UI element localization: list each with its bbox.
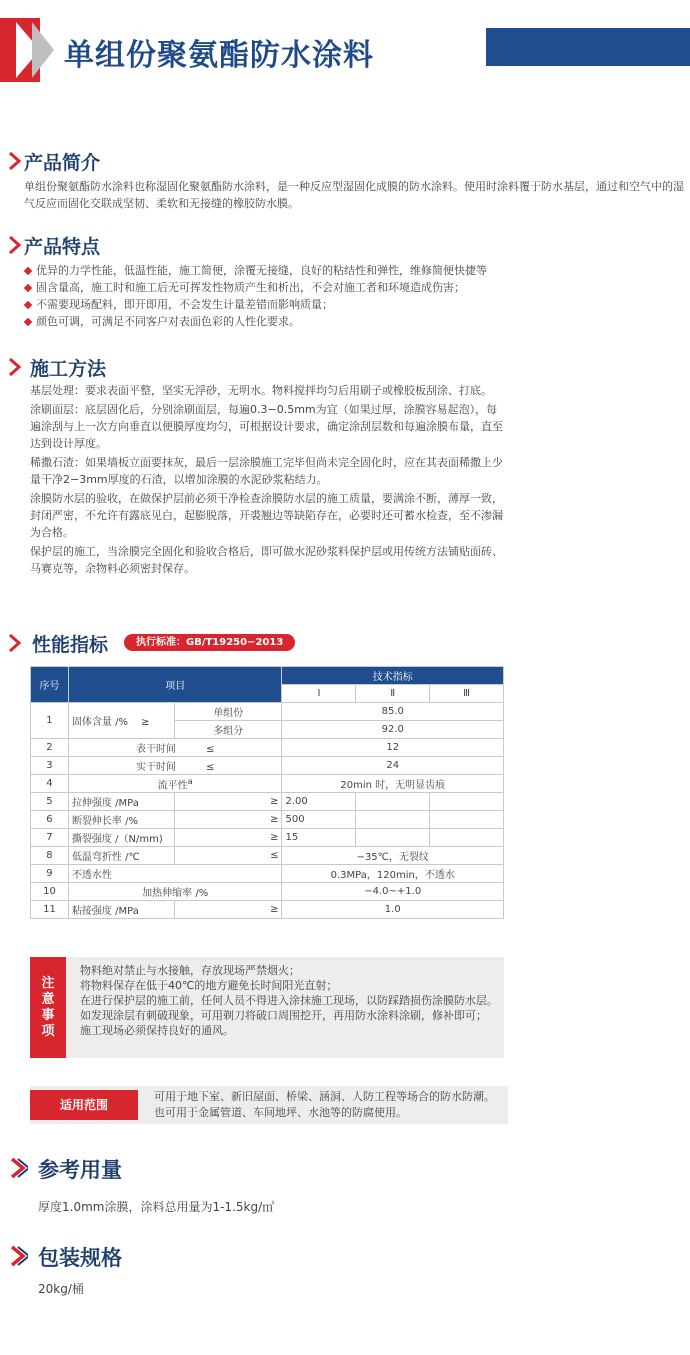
table-row xyxy=(31,865,504,883)
cell-item-sup: a xyxy=(187,775,193,786)
table-row xyxy=(31,739,504,757)
section-intro xyxy=(0,148,690,210)
cell-value: 500 xyxy=(282,811,356,829)
table-row xyxy=(31,811,504,829)
cell-value: 92.0 xyxy=(282,721,504,739)
cell-no: 11 xyxy=(31,901,69,919)
performance-table xyxy=(30,666,504,919)
cell-item-text: 流平性 xyxy=(157,780,188,792)
notice-box xyxy=(30,957,504,1058)
section-features xyxy=(0,232,690,328)
cell-value: 15 xyxy=(282,829,356,847)
scope-text: 可用于地下室、新旧屋面、桥梁、涵洞、人防工程等场合的防水防潮。也可用于金属管道、车间地坪、水池等的防腐使用。 xyxy=(154,1090,495,1119)
notice-line: 将物料保存在低于40℃的地方避免长时间阳光直射； xyxy=(80,979,338,992)
cell-item: 粘接强度 /MPa xyxy=(68,901,174,919)
section-title-features: 产品特点 xyxy=(24,236,101,258)
cell-value: 12 xyxy=(282,739,504,757)
notice-line: 在进行保护层的施工前，任何人员不得进入涂抹施工现场，以防踩踏损伤涂膜防水层。如发现涂层有刺破现象，可用剃刀将破口周围挖开，再用防水涂料涂刷，修补即可； xyxy=(80,994,498,1022)
cell-op: ≤ xyxy=(174,847,282,865)
section-method xyxy=(0,354,690,575)
cell-item: 撕裂强度 /（N/mm) xyxy=(68,829,174,847)
table-row xyxy=(31,829,504,847)
chevron-right-icon xyxy=(10,1156,24,1176)
page-header xyxy=(0,0,690,100)
feature-item: 颜色可调，可满足不同客户对表面色彩的人性化要求。 xyxy=(22,313,642,330)
section-title-method: 施工方法 xyxy=(30,358,107,380)
method-paragraph: 涂膜防水层的验收，在做保护层前必须干净检查涂膜防水层的施工质量，要满涂不断，薄厚一致，封闭严密，不允许有露底见白，起膨脱落，开裘翘边等缺陷存在，必要时还可蓄水检查，至不渗漏为合格。 xyxy=(30,492,503,539)
cell-sub: 单组份 xyxy=(174,703,282,721)
cell-no: 9 xyxy=(31,865,69,883)
cell-op: ≥ xyxy=(174,829,282,847)
cell-value: 0.3MPa，120min，不透水 xyxy=(282,865,504,883)
cell-no: 4 xyxy=(31,775,69,793)
cell-empty xyxy=(356,793,430,811)
header-grade-ii: Ⅱ xyxy=(356,685,430,703)
chevron-right-icon xyxy=(8,357,22,377)
page-title: 单组份聚氨酯防水涂料 xyxy=(64,38,374,73)
section-title-intro: 产品简介 xyxy=(24,152,101,174)
cell-value: 24 xyxy=(282,757,504,775)
cell-empty xyxy=(430,829,504,847)
cell-item: 断裂伸长率 /% xyxy=(68,811,174,829)
cell-value: −35℃，无裂纹 xyxy=(282,847,504,865)
section-title-performance: 性能指标 xyxy=(32,634,109,656)
section-performance xyxy=(0,630,690,656)
notice-line: 施工现场必须保持良好的通风。 xyxy=(80,1024,234,1037)
cell-no: 6 xyxy=(31,811,69,829)
cell-no: 3 xyxy=(31,757,69,775)
method-paragraph: 基层处理：要求表面平整，坚实无浮砂，无明水。物料搅拌均匀后用刷子或橡胶板刮涂、打底。 xyxy=(30,384,492,397)
cell-value: 1.0 xyxy=(282,901,504,919)
feature-item: 不需要现场配料，即开即用，不会发生计量差错而影响质量； xyxy=(22,296,642,313)
cell-no: 8 xyxy=(31,847,69,865)
cell-item: 不透水性 xyxy=(68,865,282,883)
notice-line: 物料绝对禁止与水接触，存放现场严禁烟火； xyxy=(80,964,300,977)
scope-label: 适用范围 xyxy=(30,1090,138,1120)
chevron-right-icon xyxy=(8,633,22,653)
notice-label xyxy=(30,957,66,1058)
table-row xyxy=(31,793,504,811)
cell-item: 表干时间 ≤ xyxy=(68,739,282,757)
cell-empty xyxy=(430,793,504,811)
table-row xyxy=(31,775,504,793)
cell-empty xyxy=(356,811,430,829)
cell-no: 5 xyxy=(31,793,69,811)
cell-no: 1 xyxy=(31,703,69,739)
header-grade-i: Ⅰ xyxy=(282,685,356,703)
header-blue-bar xyxy=(486,28,690,66)
cell-sub: 多组分 xyxy=(174,721,282,739)
method-paragraph: 保护层的施工，当涂膜完全固化和验收合格后，即可做水泥砂浆料保护层或用传统方法铺贴面砖、马赛克等，余物料必须密封保存。 xyxy=(30,545,503,575)
cell-value: 20min 时，无明显齿痕 xyxy=(282,775,504,793)
cell-item xyxy=(68,775,282,793)
feature-item: 固含量高，施工时和施工后无可挥发性物质产生和析出，不会对施工者和环境造成伤害； xyxy=(22,279,642,296)
header-no: 序号 xyxy=(31,667,69,703)
scope-box xyxy=(30,1086,508,1124)
notice-label-text: 注意事项 xyxy=(41,976,55,1039)
intro-text: 单组份聚氨酯防水涂料也称湿固化聚氨酯防水涂料，是一种反应型湿固化成膜的防水涂料。使用时涂料覆于防水基层，通过和空气中的湿气反应而固化交联成坚韧、柔软和无接缝的橡胶防水膜。 xyxy=(24,180,684,210)
cell-op: ≥ xyxy=(174,811,282,829)
standard-badge: 执行标准：GB/T19250−2013 xyxy=(124,634,295,651)
section-packing xyxy=(0,1242,690,1296)
cell-item: 固体含量 /% ≥ xyxy=(68,703,174,739)
chevron-right-icon xyxy=(10,1244,24,1264)
cell-empty xyxy=(430,811,504,829)
usage-text: 厚度1.0mm涂膜，涂料总用量为1-1.5kg/㎡ xyxy=(38,1200,275,1214)
header-item: 项目 xyxy=(68,667,282,703)
cell-no: 2 xyxy=(31,739,69,757)
section-usage xyxy=(0,1154,690,1214)
cell-value: 2.00 xyxy=(282,793,356,811)
feature-item: 优异的力学性能，低温性能，施工简便，涂覆无接缝，良好的粘结性和弹性，维修简便快捷等 xyxy=(22,262,642,279)
section-title-usage: 参考用量 xyxy=(38,1158,122,1182)
table-row xyxy=(31,703,504,721)
table-row xyxy=(31,757,504,775)
header-grade-iii: Ⅲ xyxy=(430,685,504,703)
cell-op: ≥ xyxy=(174,901,282,919)
header-chevron-gray xyxy=(32,22,54,78)
cell-value: −4.0~+1.0 xyxy=(282,883,504,901)
chevron-right-icon xyxy=(8,151,22,171)
cell-item: 拉伸强度 /MPa xyxy=(68,793,174,811)
cell-empty xyxy=(356,829,430,847)
cell-item: 低温弯折性 /℃ xyxy=(68,847,174,865)
section-title-packing: 包装规格 xyxy=(38,1246,122,1270)
header-spec: 技术指标 xyxy=(282,667,504,685)
chevron-right-icon xyxy=(8,235,22,255)
cell-item: 加热伸缩率 /% xyxy=(68,883,282,901)
table-row xyxy=(31,883,504,901)
packing-text: 20kg/桶 xyxy=(38,1282,84,1296)
cell-op: ≥ xyxy=(174,793,282,811)
method-paragraph: 涂刷面层：底层固化后，分别涂刷面层，每遍0.3−0.5mm为宜（如果过厚，涂膜容易起泡），每遍涂刮与上一次方向垂直以便膜厚度均匀，可根据设计要求，确定涂刮层数和每遍涂膜布量，直至达到设计厚度。 xyxy=(30,403,503,450)
method-paragraph: 稀撒石渣：如果墙板立面要抹灰，最后一层涂膜施工完毕但尚未完全固化时，应在其表面稀撒上少量干净2−3mm厚度的石渣，以增加涂膜的水泥砂浆粘结力。 xyxy=(30,456,503,486)
cell-item: 实干时间 ≤ xyxy=(68,757,282,775)
cell-no: 7 xyxy=(31,829,69,847)
table-row xyxy=(31,847,504,865)
cell-value: 85.0 xyxy=(282,703,504,721)
cell-no: 10 xyxy=(31,883,69,901)
table-row xyxy=(31,901,504,919)
